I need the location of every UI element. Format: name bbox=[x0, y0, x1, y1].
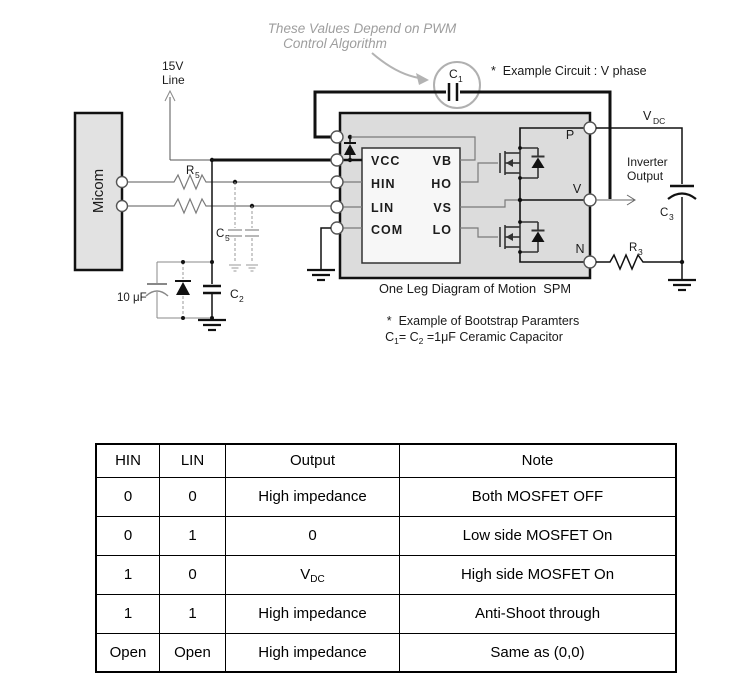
zener-diode-icon bbox=[176, 282, 190, 295]
cell-lin: 1 bbox=[160, 594, 226, 633]
r3-label-sub: 3 bbox=[638, 247, 643, 257]
vb-terminal bbox=[331, 131, 343, 143]
cell-lin: Open bbox=[160, 633, 226, 672]
cell-hin: 0 bbox=[96, 516, 160, 555]
cell-note: Anti-Shoot through bbox=[400, 594, 677, 633]
inverter-output-label1: Inverter bbox=[627, 155, 668, 169]
pin-com: COM bbox=[371, 223, 404, 237]
bootstrap-note-line1: * Example of Bootstrap Paramters bbox=[386, 314, 580, 328]
ground-icon bbox=[229, 265, 241, 271]
terminal-v-label: V bbox=[572, 182, 582, 196]
c5-label-sub: 5 bbox=[225, 233, 230, 243]
bootstrap-note-line2: $C_1= C_2 =1\mu F$ Ceramic Capacitor bbox=[385, 330, 563, 346]
junction-dot bbox=[518, 250, 522, 254]
col-header-lin: LIN bbox=[160, 444, 226, 477]
col-header-output: Output bbox=[226, 444, 400, 477]
pin-ho: HO bbox=[431, 177, 452, 191]
c1-label: C bbox=[449, 67, 458, 81]
cell-output: High impedance bbox=[226, 633, 400, 672]
terminal-n-label: N bbox=[575, 242, 585, 256]
junction-dot bbox=[518, 220, 522, 224]
c3-label: C bbox=[660, 207, 669, 219]
cell-output: High impedance bbox=[226, 594, 400, 633]
cell-hin: 1 bbox=[96, 555, 160, 594]
v-terminal bbox=[584, 194, 596, 206]
example-circuit-note: * Example Circuit : V phase bbox=[491, 64, 647, 78]
cap10-label: 10 μF bbox=[117, 292, 147, 304]
junction-dot bbox=[210, 260, 214, 264]
c1-label-sub: 1 bbox=[458, 74, 463, 84]
pin-lo: LO bbox=[432, 223, 452, 237]
cell-output: $V_{DC}$ bbox=[226, 555, 400, 594]
cell-output: 0 bbox=[226, 516, 400, 555]
r5-label: R bbox=[186, 165, 195, 177]
ic-block bbox=[362, 148, 460, 263]
cell-lin: 0 bbox=[160, 555, 226, 594]
vcc-terminal bbox=[331, 154, 343, 166]
cell-lin: 0 bbox=[160, 477, 226, 516]
com-ground-wire bbox=[321, 228, 331, 270]
table-header-row bbox=[96, 444, 676, 477]
c2-label-sub: 2 bbox=[239, 294, 244, 304]
lin-terminal bbox=[331, 201, 343, 213]
ground-icon bbox=[307, 270, 335, 280]
micom-block bbox=[75, 113, 128, 270]
annotation-arrowhead-icon bbox=[416, 73, 429, 85]
c2-label: C bbox=[230, 287, 239, 301]
cell-note: High side MOSFET On bbox=[400, 555, 677, 594]
table-row bbox=[96, 477, 676, 516]
hin-terminal bbox=[331, 176, 343, 188]
ground-icon bbox=[668, 280, 696, 290]
pin-vcc: VCC bbox=[371, 154, 401, 168]
ground-icon bbox=[246, 265, 258, 271]
table-row bbox=[96, 555, 676, 594]
inverter-output-label2: Output bbox=[627, 169, 664, 183]
annotation-line1: These Values Depend on PWM bbox=[267, 21, 457, 36]
micom-terminal bbox=[117, 177, 128, 188]
annotation-arrow bbox=[372, 53, 419, 78]
junction-dot bbox=[181, 316, 185, 320]
c5-filter-caps bbox=[228, 182, 259, 263]
junction-dot bbox=[518, 176, 522, 180]
junction-dot bbox=[518, 198, 522, 202]
pin-vb: VB bbox=[432, 154, 452, 168]
diagram-caption: One Leg Diagram of Motion SPM bbox=[378, 281, 572, 296]
pwm-annotation bbox=[268, 21, 457, 85]
cell-output: High impedance bbox=[226, 477, 400, 516]
r3-resistor bbox=[596, 255, 682, 269]
table-row bbox=[96, 633, 676, 672]
junction-dot bbox=[518, 146, 522, 150]
junction-dot bbox=[348, 158, 352, 162]
cell-hin: 0 bbox=[96, 477, 160, 516]
c5-label: C bbox=[216, 228, 225, 240]
col-header-hin: HIN bbox=[96, 444, 160, 477]
gate-signal-wires bbox=[128, 175, 331, 213]
micom-terminal bbox=[117, 201, 128, 212]
n-terminal bbox=[584, 256, 596, 268]
supply-label-line2: Line bbox=[162, 73, 185, 87]
pin-lin: LIN bbox=[371, 201, 395, 215]
vdc-label-sub: DC bbox=[653, 116, 666, 126]
lin-wire-resistor bbox=[128, 199, 331, 213]
supply-label-line1: 15V bbox=[162, 59, 184, 73]
pin-vs: VS bbox=[433, 201, 452, 215]
cell-hin: Open bbox=[96, 633, 160, 672]
cell-lin: 1 bbox=[160, 516, 226, 555]
p-terminal bbox=[584, 122, 596, 134]
ground-icon bbox=[198, 320, 226, 330]
junction-dot bbox=[181, 260, 185, 264]
cell-note: Low side MOSFET On bbox=[400, 516, 677, 555]
inverter-output bbox=[596, 155, 668, 205]
r5-label-sub: 5 bbox=[195, 170, 200, 180]
cell-note: Same as (0,0) bbox=[400, 633, 677, 672]
annotation-line2: Control Algorithm bbox=[283, 36, 387, 51]
com-terminal bbox=[331, 222, 343, 234]
c3-label-sub: 3 bbox=[669, 212, 674, 222]
hin-wire-resistor bbox=[128, 175, 331, 189]
terminal-p-label: P bbox=[565, 128, 575, 142]
table-row bbox=[96, 516, 676, 555]
vdc-label: V bbox=[643, 109, 652, 123]
micom-label: Micom bbox=[90, 168, 107, 214]
pin-hin: HIN bbox=[371, 177, 396, 191]
r3-label: R bbox=[629, 242, 638, 254]
table-row bbox=[96, 594, 676, 633]
cell-note: Both MOSFET OFF bbox=[400, 477, 677, 516]
truth-table bbox=[95, 443, 677, 673]
col-header-note: Note bbox=[400, 444, 677, 477]
cell-hin: 1 bbox=[96, 594, 160, 633]
supply-15v bbox=[162, 59, 212, 160]
